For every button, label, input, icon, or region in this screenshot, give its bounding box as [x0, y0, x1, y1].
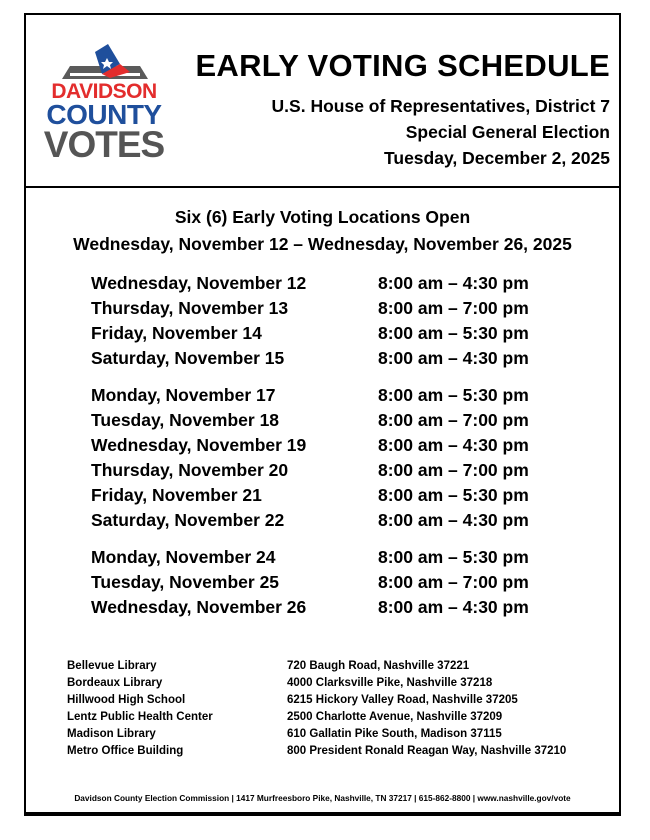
logo-text-county: COUNTY: [46, 99, 162, 130]
schedule-row: [91, 298, 571, 323]
location-row: [67, 677, 612, 694]
schedule-hours: 8:00 am – 7:00 pm: [378, 410, 529, 430]
location-name: Metro Office Building: [67, 745, 184, 757]
schedule-row: [91, 510, 571, 535]
header-divider: [26, 186, 619, 188]
schedule-day: Friday, November 21: [91, 485, 262, 505]
office-subtitle: U.S. House of Representatives, District 7: [271, 96, 610, 116]
schedule-day: Monday, November 24: [91, 547, 276, 567]
logo-text-davidson: DAVIDSON: [51, 80, 157, 103]
schedule-day: Thursday, November 20: [91, 460, 289, 480]
schedule-day: Tuesday, November 18: [91, 410, 280, 430]
logo-text-votes: VOTES: [43, 124, 165, 165]
location-name: Bellevue Library: [67, 660, 157, 672]
schedule-table: [91, 273, 571, 622]
schedule-day: Thursday, November 13: [91, 298, 289, 318]
schedule-day: Tuesday, November 25: [91, 572, 280, 592]
schedule-row: [91, 385, 571, 410]
location-address: 610 Gallatin Pike South, Madison 37115: [287, 728, 502, 740]
date-range-heading: Wednesday, November 12 – Wednesday, November 26, 2025: [73, 234, 572, 254]
schedule-hours: 8:00 am – 7:00 pm: [378, 460, 529, 480]
schedule-hours: 8:00 am – 5:30 pm: [378, 385, 529, 405]
schedule-row: [91, 435, 571, 460]
location-address: 800 President Ronald Reagan Way, Nashville 37210: [287, 745, 567, 757]
schedule-hours: 8:00 am – 4:30 pm: [378, 348, 529, 368]
locations-list: [67, 660, 612, 762]
locations-count-heading: Six (6) Early Voting Locations Open: [174, 207, 471, 227]
schedule-row: [91, 547, 571, 572]
schedule-hours: 8:00 am – 5:30 pm: [378, 485, 529, 505]
schedule-day: Wednesday, November 12: [91, 273, 307, 293]
location-name: Hillwood High School: [67, 694, 186, 706]
location-row: [67, 711, 612, 728]
location-address: 720 Baugh Road, Nashville 37221: [287, 660, 470, 672]
location-row: [67, 660, 612, 677]
election-date: Tuesday, December 2, 2025: [383, 148, 610, 168]
page-title: EARLY VOTING SCHEDULE: [195, 48, 610, 83]
location-address: 2500 Charlotte Avenue, Nashville 37209: [287, 711, 503, 723]
schedule-hours: 8:00 am – 5:30 pm: [378, 547, 529, 567]
schedule-row: [91, 572, 571, 597]
schedule-hours: 8:00 am – 4:30 pm: [378, 510, 529, 530]
page-border-bottom: [24, 812, 621, 816]
schedule-row: [91, 410, 571, 435]
schedule-row: [91, 323, 571, 348]
schedule-hours: 8:00 am – 4:30 pm: [378, 435, 529, 455]
footer-contact: Davidson County Election Commission | 1417 Murfreesboro Pike, Nashville, TN 37217 | 615-862-8800 | www.nashville.gov/vote: [74, 793, 571, 803]
schedule-row: [91, 348, 571, 373]
location-name: Lentz Public Health Center: [67, 711, 213, 723]
schedule-day: Wednesday, November 26: [91, 597, 307, 617]
location-address: 4000 Clarksville Pike, Nashville 37218: [287, 677, 493, 689]
election-subtitle: Special General Election: [405, 122, 610, 142]
schedule-row: [91, 273, 571, 298]
location-row: [67, 745, 612, 762]
schedule-hours: 8:00 am – 4:30 pm: [378, 597, 529, 617]
location-row: [67, 728, 612, 745]
location-name: Bordeaux Library: [67, 677, 163, 689]
schedule-row: [91, 485, 571, 510]
schedule-hours: 8:00 am – 4:30 pm: [378, 273, 529, 293]
schedule-row: [91, 597, 571, 622]
schedule-day: Friday, November 14: [91, 323, 262, 343]
location-address: 6215 Hickory Valley Road, Nashville 37205: [287, 694, 518, 706]
schedule-hours: 8:00 am – 7:00 pm: [378, 572, 529, 592]
schedule-hours: 8:00 am – 7:00 pm: [378, 298, 529, 318]
schedule-day: Wednesday, November 19: [91, 435, 307, 455]
schedule-day: Saturday, November 15: [91, 348, 285, 368]
schedule-day: Monday, November 17: [91, 385, 276, 405]
schedule-row: [91, 460, 571, 485]
schedule-day: Saturday, November 22: [91, 510, 285, 530]
location-name: Madison Library: [67, 728, 156, 740]
location-row: [67, 694, 612, 711]
schedule-hours: 8:00 am – 5:30 pm: [378, 323, 529, 343]
